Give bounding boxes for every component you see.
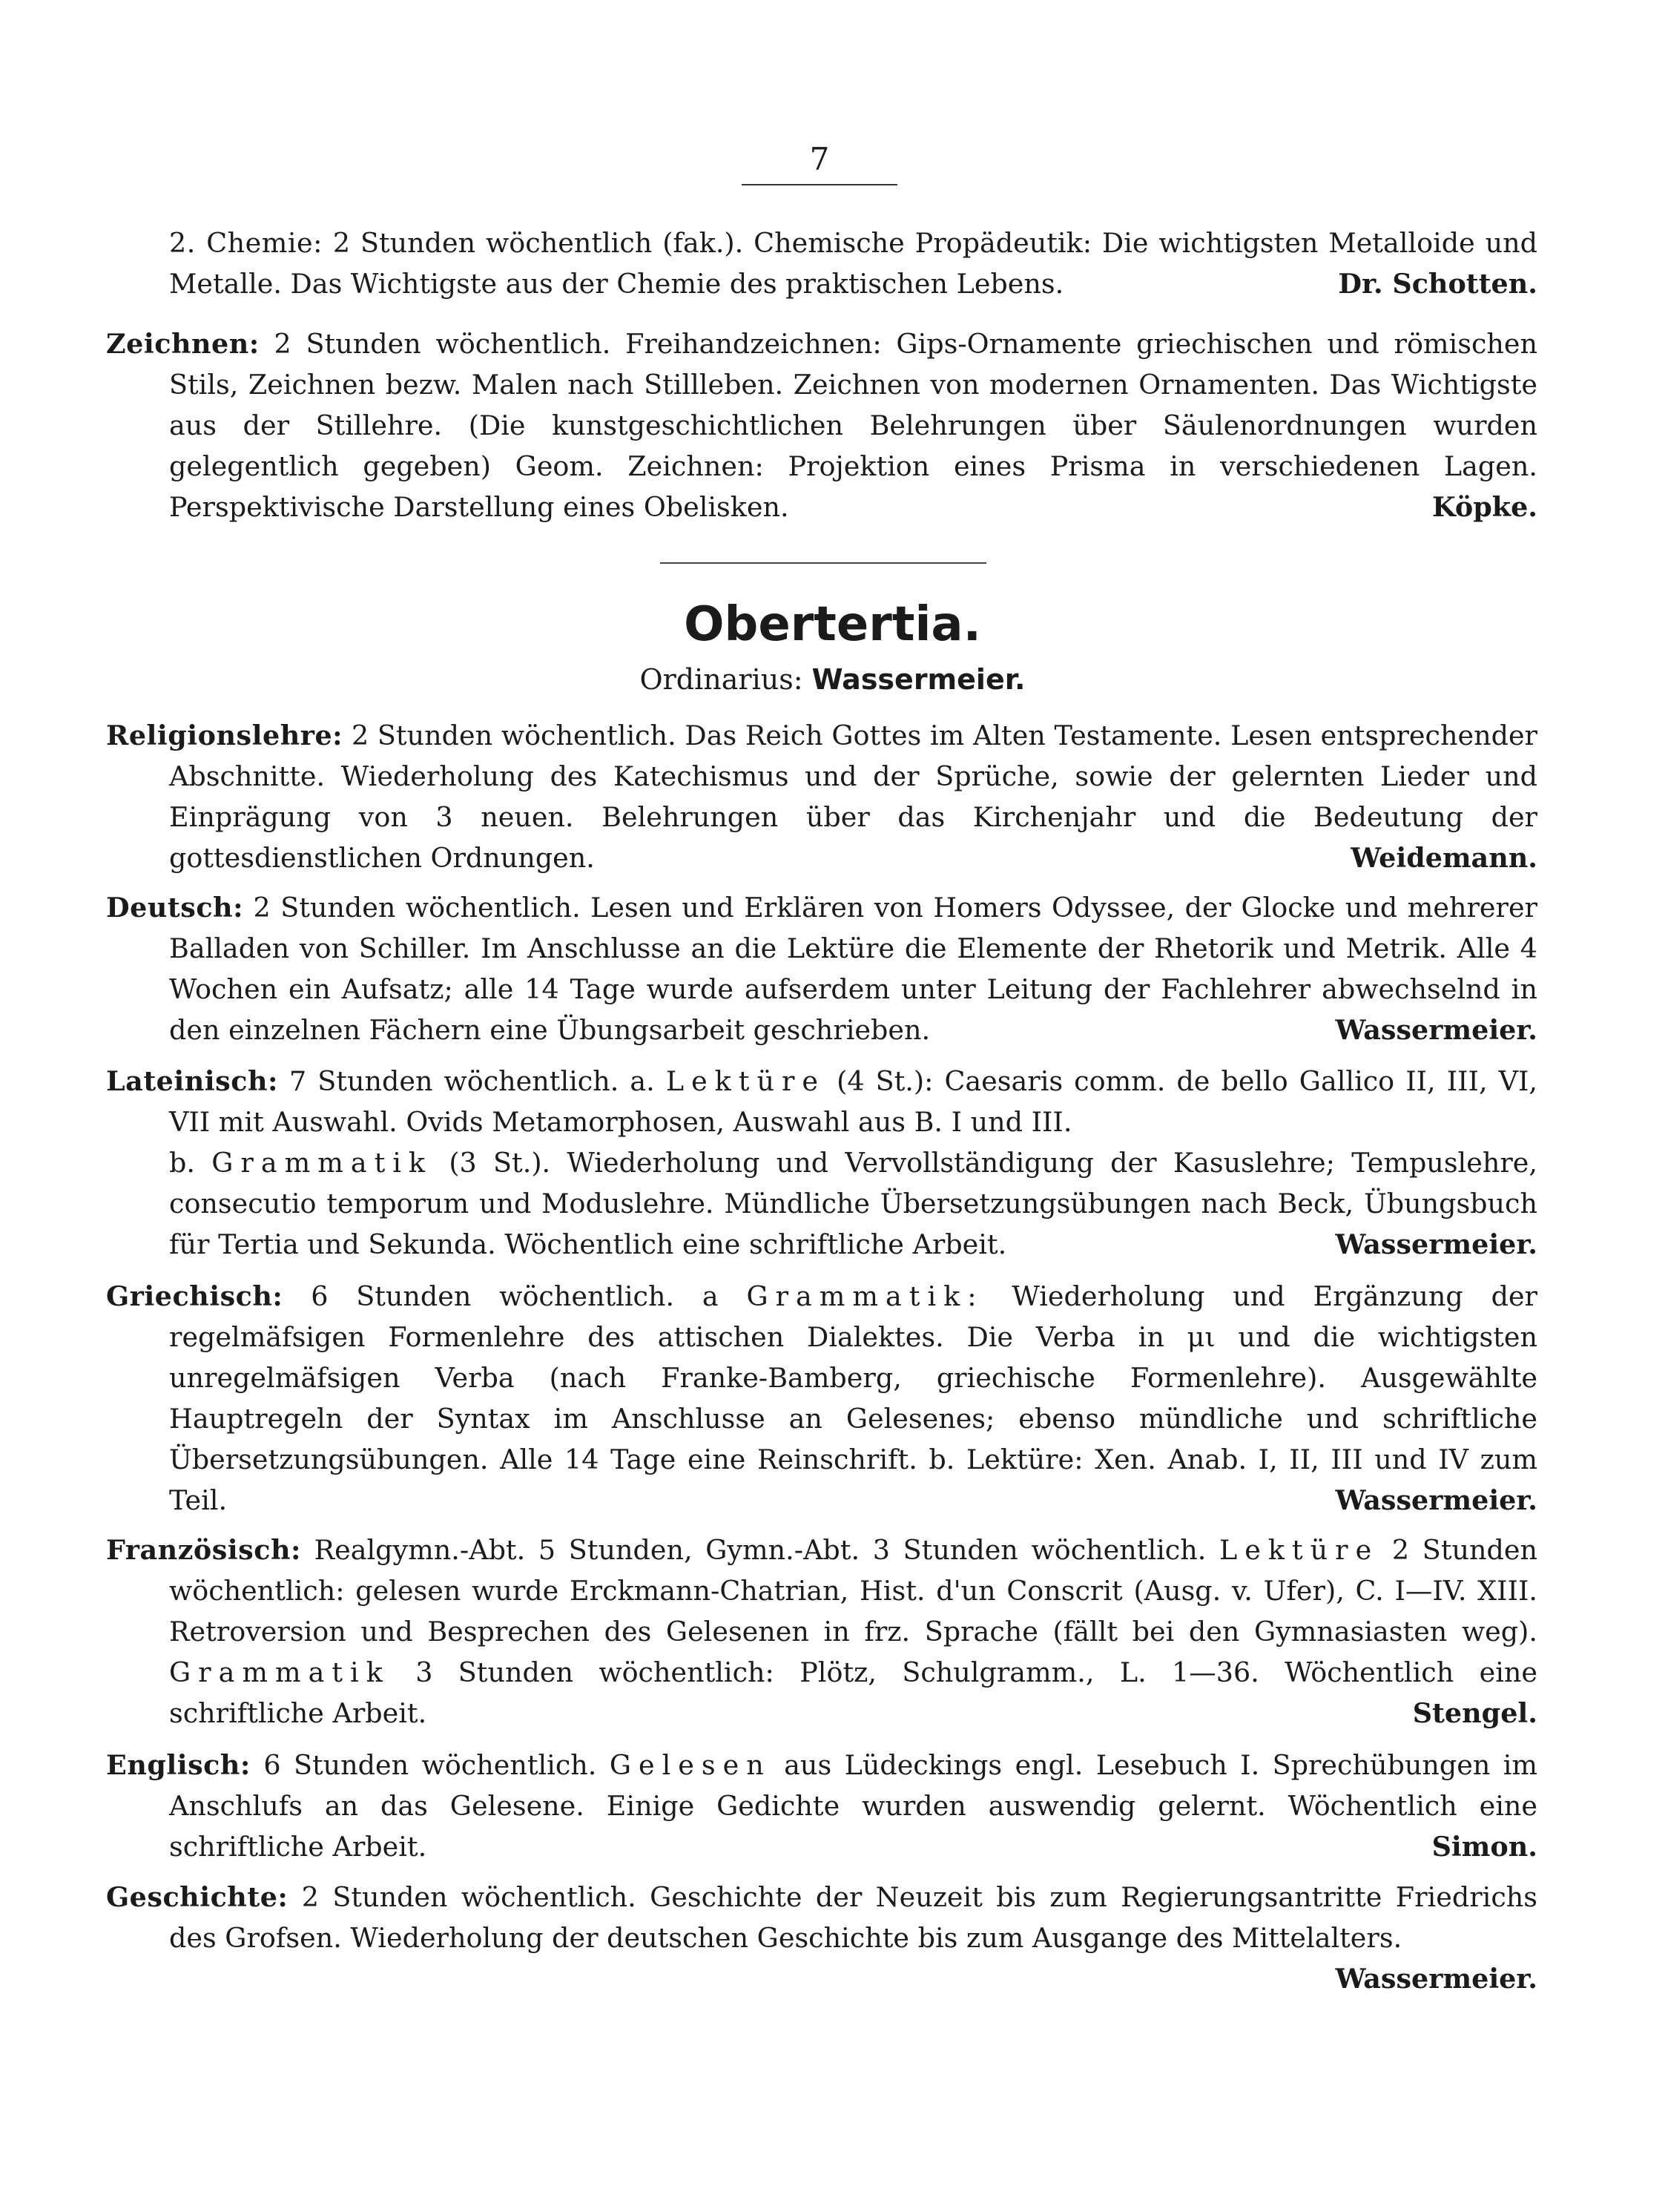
paragraph-franzoesisch xyxy=(106,1530,1537,1734)
text-deutsch: 2 Stunden wöchentlich. Lesen und Erklären von Homers Odyssee, der Glocke und mehrerer Balladen von Schiller. Im Anschlusse an die Lektüre die Elemente der Rhetorik und Metrik. Alle 4 Wochen ein Aufsatz; alle 14 Tage wurde aufserdem unter Leitung der Fachlehrer abwechselnd in den einzelnen Fächern eine Übungsarbeit geschrieben. xyxy=(169,892,1537,1046)
text-latein-lektuere: Lektüre xyxy=(665,1065,826,1097)
section-divider xyxy=(660,562,986,564)
text-englisch-gelesen: Gelesen xyxy=(609,1749,771,1781)
ordinarius-label: Ordinarius: xyxy=(639,663,803,696)
paragraph-deutsch xyxy=(106,887,1537,1050)
teacher-chemie: Dr. Schotten. xyxy=(1338,268,1537,300)
section-title: Obertertia. xyxy=(684,597,981,652)
subject-griechisch: Griechisch: xyxy=(106,1280,283,1312)
teacher-latein: Wassermeier. xyxy=(1335,1228,1537,1260)
teacher-geschichte: Wassermeier. xyxy=(1335,1963,1537,1995)
text-latein-a-post: (4 St.): Caesaris comm. de bello Gallico II, III, VI, VII mit Auswahl. Ovids Metamorphosen, Auswahl aus B. I und III. xyxy=(169,1065,1537,1138)
paragraph-latein xyxy=(106,1061,1537,1265)
ordinarius-name: Wassermeier. xyxy=(811,663,1026,696)
line-latein-b xyxy=(169,1142,1537,1265)
subject-religion: Religionslehre: xyxy=(106,720,343,751)
teacher-englisch: Simon. xyxy=(1431,1831,1537,1863)
text-latein-b-post: (3 St.). Wiederholung und Vervollständigung der Kasuslehre; Tempuslehre, consecutio temporum und Moduslehre. Mündliche Übersetzungsübungen nach Beck, Übungsbuch für Tertia und Sekunda. Wöchentlich eine schriftliche Arbeit. xyxy=(169,1147,1537,1260)
teacher-deutsch: Wassermeier. xyxy=(1335,1014,1537,1046)
page-number-rule xyxy=(742,184,897,185)
subject-deutsch: Deutsch: xyxy=(106,892,244,924)
text-englisch-post: aus Lüdeckings engl. Lesebuch I. Sprechübungen im Anschlufs an das Gelesene. Einige Gedichte wurden auswendig gelernt. Wöchentlich eine schriftliche Arbeit. xyxy=(169,1749,1538,1863)
ordinarius-line xyxy=(0,660,1665,699)
teacher-franzoesisch: Stengel. xyxy=(1412,1697,1537,1729)
subject-zeichnen: Zeichnen: xyxy=(106,328,260,360)
paragraph-geschichte xyxy=(106,1877,1537,1999)
subject-geschichte: Geschichte: xyxy=(106,1881,289,1913)
text-franzoesisch-3: 3 Stunden wöchentlich: Plötz, Schulgramm., L. 1—36. Wöchentlich eine schriftliche Arbeit. xyxy=(169,1656,1537,1729)
text-franzoesisch-2: 2 Stunden wöchentlich: gelesen wurde Erckmann-Chatrian, Hist. d'un Conscrit (Ausg. v. Ufer), C. I—IV. XIII. Retroversion und Besprechen des Gelesenen in frz. Sprache (fällt bei den Gymnasiasten weg). xyxy=(169,1534,1537,1648)
subject-chemie: 2. Chemie: xyxy=(169,227,323,259)
text-griechisch-post: Wiederholung und Ergänzung der regelmäfsigen Formenlehre des attischen Dialektes. Die Verba in μι und die wichtigsten unregelmäfsigen Verba (nach Franke-Bamberg, griechische Formenlehre). Ausgewählte Hauptregeln der Syntax im Anschlusse an Gelesenes; ebenso mündliche und schriftliche Übersetzungsübungen. Alle 14 Tage eine Reinschrift. b. Lektüre: Xen. Anab. I, II, III und IV zum Teil. xyxy=(169,1280,1537,1516)
text-franzoesisch-grammatik: Grammatik xyxy=(169,1656,390,1688)
text-chemie: 2 Stunden wöchentlich (fak.). Chemische Propädeutik: Die wichtigsten Metalloide und Metalle. Das Wichtigste aus der Chemie des praktischen Lebens. xyxy=(169,227,1537,300)
text-griechisch-pre: 6 Stunden wöchentlich. a xyxy=(311,1280,719,1312)
paragraph-englisch xyxy=(106,1745,1537,1867)
teacher-religion: Weidemann. xyxy=(1351,842,1537,874)
text-zeichnen: 2 Stunden wöchentlich. Freihandzeichnen: Gips-Ornamente griechischen und römischen Stils, Zeichnen bezw. Malen nach Stillleben. Zeichnen von modernen Ornamenten. Das Wichtigste aus der Stillehre. (Die kunstgeschichtlichen Belehrungen über Säulenordnungen wurden gelegentlich gegeben) Geom. Zeichnen: Projektion eines Prisma in verschiedenen Lagen. Perspektivische Darstellung eines Obelisken. xyxy=(169,328,1537,523)
text-latein-b-pre: b. xyxy=(169,1147,195,1179)
text-geschichte: 2 Stunden wöchentlich. Geschichte der Neuzeit bis zum Regierungsantritte Friedrichs des Grofsen. Wiederholung der deutschen Geschichte bis zum Ausgange des Mittelalters. xyxy=(169,1881,1538,1954)
teacher-zeichnen: Köpke. xyxy=(1431,491,1537,523)
text-englisch-pre: 6 Stunden wöchentlich. xyxy=(263,1749,597,1781)
text-religion: 2 Stunden wöchentlich. Das Reich Gottes im Alten Testamente. Lesen entsprechender Abschnitte. Wiederholung des Katechismus und der Sprüche, sowie der gelernten Lieder und Einprägung von 3 neuen. Belehrungen über das Kirchenjahr und die Bedeutung der gottesdienstlichen Ordnungen. xyxy=(169,720,1537,874)
subject-franzoesisch: Französisch: xyxy=(106,1534,301,1566)
text-latein-grammatik: Grammatik xyxy=(211,1147,433,1179)
page-number: 7 xyxy=(809,141,830,177)
subject-latein: Lateinisch: xyxy=(106,1065,278,1097)
teacher-griechisch: Wassermeier. xyxy=(1335,1484,1537,1516)
paragraph-religion xyxy=(106,715,1537,878)
text-griechisch-grammatik: Grammatik: xyxy=(746,1280,984,1312)
text-franzoesisch-lektuere: Lektüre xyxy=(1219,1534,1379,1566)
paragraph-chemie xyxy=(106,223,1537,304)
text-latein-a-pre: 7 Stunden wöchentlich. a. xyxy=(289,1065,655,1097)
paragraph-zeichnen xyxy=(106,323,1537,527)
paragraph-griechisch xyxy=(106,1276,1537,1521)
text-franzoesisch-1: Realgymn.-Abt. 5 Stunden, Gymn.-Abt. 3 Stunden wöchentlich. xyxy=(314,1534,1207,1566)
subject-englisch: Englisch: xyxy=(106,1749,251,1781)
